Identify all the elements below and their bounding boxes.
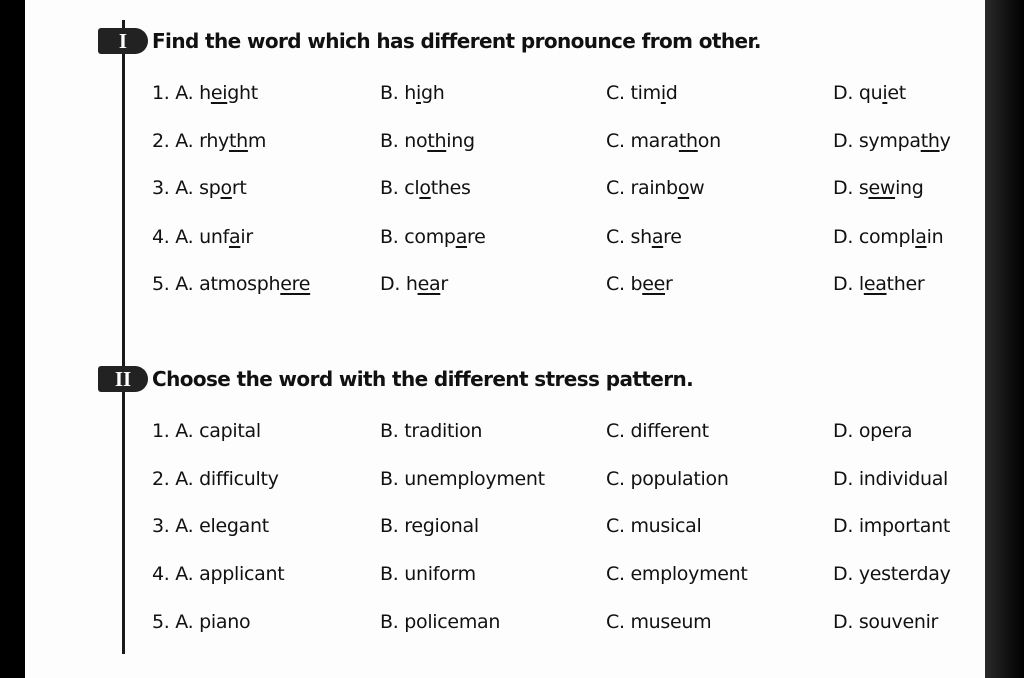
option-word: atmosph xyxy=(199,273,281,295)
section2-q4-option-4 xyxy=(833,563,951,585)
option-word: piano xyxy=(199,611,251,633)
option-word: h xyxy=(199,82,211,104)
underlined-sound: ei xyxy=(210,82,228,104)
section2-q4-option-3 xyxy=(606,563,748,585)
section1-q2-option-2 xyxy=(380,130,475,152)
underlined-sound: i xyxy=(882,82,888,104)
option-word: museum xyxy=(630,611,712,633)
section1-q3-option-4 xyxy=(833,177,924,199)
underlined-sound: a xyxy=(455,226,468,248)
underlined-sound: th xyxy=(427,130,447,152)
option-word: important xyxy=(858,515,950,537)
option-word: musical xyxy=(630,515,702,537)
section1-q5-option-3 xyxy=(606,273,673,295)
option-word: h xyxy=(405,273,418,295)
option-letter: C. xyxy=(606,82,625,104)
option-letter: B. xyxy=(380,420,399,442)
option-letter: C. xyxy=(606,226,625,248)
option-word: rainb xyxy=(630,177,678,199)
section1-q3-option-2 xyxy=(380,177,471,199)
option-word: qu xyxy=(858,82,883,104)
section2-q2-option-1 xyxy=(152,468,279,490)
section1-q2-option-1 xyxy=(152,130,266,152)
option-word: h xyxy=(404,82,416,104)
underlined-sound: a xyxy=(915,226,927,248)
option-letter: A. xyxy=(175,226,194,248)
option-letter: B. xyxy=(380,130,399,152)
option-letter: D. xyxy=(833,563,854,585)
section-1-badge: I xyxy=(98,28,148,54)
option-letter: A. xyxy=(175,273,194,295)
option-word: s xyxy=(858,177,869,199)
option-letter: A. xyxy=(175,420,194,442)
option-letter: A. xyxy=(175,130,194,152)
option-letter: A. xyxy=(175,468,194,490)
section2-q1-option-1 xyxy=(152,420,261,442)
option-letter: D. xyxy=(833,420,854,442)
section-1-heading: Find the word which has different pronounce from other. xyxy=(152,29,761,53)
option-word: uniform xyxy=(404,563,476,585)
option-word: employment xyxy=(630,563,748,585)
underlined-sound: ere xyxy=(280,273,311,295)
section2-q3-option-4 xyxy=(833,515,950,537)
option-word: individual xyxy=(858,468,949,490)
section-2-badge: II xyxy=(98,366,148,392)
option-letter: A. xyxy=(175,515,194,537)
underlined-sound: ea xyxy=(863,273,887,295)
option-word: policeman xyxy=(404,611,501,633)
option-word: compl xyxy=(858,226,916,248)
option-letter: C. xyxy=(606,611,625,633)
option-word-rest: gh xyxy=(420,82,445,104)
section1-q1-option-1 xyxy=(152,82,258,104)
section1-q5-option-2 xyxy=(380,273,448,295)
margin-rule xyxy=(122,20,125,654)
option-word: opera xyxy=(858,420,913,442)
option-letter: A. xyxy=(175,82,194,104)
section2-q5-option-1 xyxy=(152,611,250,633)
question-number: 2. xyxy=(152,468,170,490)
question-number: 4. xyxy=(152,226,170,248)
underlined-sound: ea xyxy=(417,273,441,295)
section2-q1-option-3 xyxy=(606,420,709,442)
underlined-sound: a xyxy=(651,226,664,248)
option-letter: C. xyxy=(606,273,625,295)
section2-q3-option-3 xyxy=(606,515,701,537)
question-number: 1. xyxy=(152,82,170,104)
option-word: tradition xyxy=(404,420,483,442)
option-letter: C. xyxy=(606,468,625,490)
option-word-rest: r xyxy=(440,273,448,295)
option-word-rest: in xyxy=(926,226,944,248)
option-word: sh xyxy=(630,226,652,248)
section1-q1-option-4 xyxy=(833,82,906,104)
section1-q5-option-1 xyxy=(152,273,310,295)
option-word: no xyxy=(404,130,428,152)
option-letter: A. xyxy=(175,177,194,199)
option-word: yesterday xyxy=(858,563,951,585)
option-word: cl xyxy=(404,177,420,199)
option-word-rest: thes xyxy=(430,177,471,199)
section1-q2-option-4 xyxy=(833,130,951,152)
section1-q1-option-2 xyxy=(380,82,444,104)
question-number: 3. xyxy=(152,177,170,199)
option-word: capital xyxy=(199,420,261,442)
option-word-rest: rt xyxy=(231,177,247,199)
option-word: applicant xyxy=(199,563,285,585)
question-number: 4. xyxy=(152,563,170,585)
underlined-sound: o xyxy=(419,177,431,199)
section2-q5-option-2 xyxy=(380,611,500,633)
section2-q1-option-4 xyxy=(833,420,912,442)
section2-q4-option-1 xyxy=(152,563,284,585)
option-word-rest: ing xyxy=(895,177,924,199)
section-2-heading: Choose the word with the different stress pattern. xyxy=(152,367,694,391)
underlined-sound: i xyxy=(660,82,666,104)
underlined-sound: o xyxy=(677,177,690,199)
option-letter: A. xyxy=(175,563,194,585)
option-word-rest: re xyxy=(467,226,486,248)
option-letter: B. xyxy=(380,468,399,490)
option-letter: C. xyxy=(606,130,625,152)
option-letter: D. xyxy=(380,273,401,295)
option-word: unf xyxy=(199,226,230,248)
option-word-rest: r xyxy=(665,273,673,295)
option-letter: C. xyxy=(606,515,625,537)
option-letter: B. xyxy=(380,82,399,104)
section1-q4-option-2 xyxy=(380,226,486,248)
option-word-rest: d xyxy=(665,82,678,104)
section1-q4-option-4 xyxy=(833,226,943,248)
option-word-rest: ing xyxy=(446,130,475,152)
underlined-sound: ew xyxy=(868,177,896,199)
underlined-sound: o xyxy=(220,177,232,199)
page-edge-shadow xyxy=(985,0,1024,678)
option-word: tim xyxy=(630,82,661,104)
option-word: population xyxy=(630,468,729,490)
option-word: sp xyxy=(199,177,221,199)
option-word: comp xyxy=(404,226,456,248)
option-letter: D. xyxy=(833,611,854,633)
section1-q1-option-3 xyxy=(606,82,678,104)
option-word-rest: et xyxy=(887,82,906,104)
option-letter: A. xyxy=(175,611,194,633)
section2-q1-option-2 xyxy=(380,420,482,442)
option-word: regional xyxy=(404,515,479,537)
section1-q2-option-3 xyxy=(606,130,721,152)
underlined-sound: a xyxy=(229,226,241,248)
section2-q2-option-2 xyxy=(380,468,545,490)
question-number: 5. xyxy=(152,611,170,633)
section1-q3-option-3 xyxy=(606,177,704,199)
section1-q3-option-1 xyxy=(152,177,247,199)
option-letter: D. xyxy=(833,82,854,104)
section2-q2-option-4 xyxy=(833,468,948,490)
option-letter: B. xyxy=(380,611,399,633)
option-letter: B. xyxy=(380,177,399,199)
underlined-sound: th xyxy=(920,130,940,152)
option-letter: B. xyxy=(380,563,399,585)
question-number: 1. xyxy=(152,420,170,442)
section2-q3-option-1 xyxy=(152,515,269,537)
option-letter: D. xyxy=(833,515,854,537)
option-word-rest: ther xyxy=(886,273,925,295)
underlined-sound: th xyxy=(678,130,698,152)
section2-q4-option-2 xyxy=(380,563,476,585)
option-letter: D. xyxy=(833,468,854,490)
section2-q5-option-4 xyxy=(833,611,938,633)
option-word-rest: w xyxy=(689,177,705,199)
option-word: sympa xyxy=(858,130,921,152)
option-letter: D. xyxy=(833,130,854,152)
question-number: 3. xyxy=(152,515,170,537)
section2-q5-option-3 xyxy=(606,611,711,633)
option-word: souvenir xyxy=(858,611,939,633)
option-word-rest: m xyxy=(247,130,267,152)
option-word-rest: re xyxy=(663,226,682,248)
underlined-sound: th xyxy=(229,130,248,152)
option-word-rest: on xyxy=(697,130,721,152)
option-letter: C. xyxy=(606,563,625,585)
question-number: 2. xyxy=(152,130,170,152)
option-word: different xyxy=(630,420,709,442)
section2-q3-option-2 xyxy=(380,515,479,537)
option-letter: D. xyxy=(833,273,854,295)
section1-q4-option-3 xyxy=(606,226,682,248)
option-word-rest: ir xyxy=(240,226,253,248)
option-word: rhy xyxy=(199,130,230,152)
section2-q2-option-3 xyxy=(606,468,729,490)
section1-q4-option-1 xyxy=(152,226,253,248)
underlined-sound: ee xyxy=(642,273,666,295)
option-word: b xyxy=(630,273,643,295)
underlined-sound: i xyxy=(415,82,421,104)
option-letter: D. xyxy=(833,177,854,199)
option-word: difficulty xyxy=(199,468,279,490)
option-letter: C. xyxy=(606,420,625,442)
question-number: 5. xyxy=(152,273,170,295)
option-word-rest: y xyxy=(939,130,951,152)
option-letter: B. xyxy=(380,515,399,537)
option-word: unemployment xyxy=(404,468,545,490)
option-letter: D. xyxy=(833,226,854,248)
section1-q5-option-4 xyxy=(833,273,924,295)
option-word-rest: ght xyxy=(227,82,258,104)
option-word: elegant xyxy=(199,515,269,537)
option-letter: C. xyxy=(606,177,625,199)
option-letter: B. xyxy=(380,226,399,248)
option-word: mara xyxy=(630,130,679,152)
option-word: l xyxy=(858,273,864,295)
